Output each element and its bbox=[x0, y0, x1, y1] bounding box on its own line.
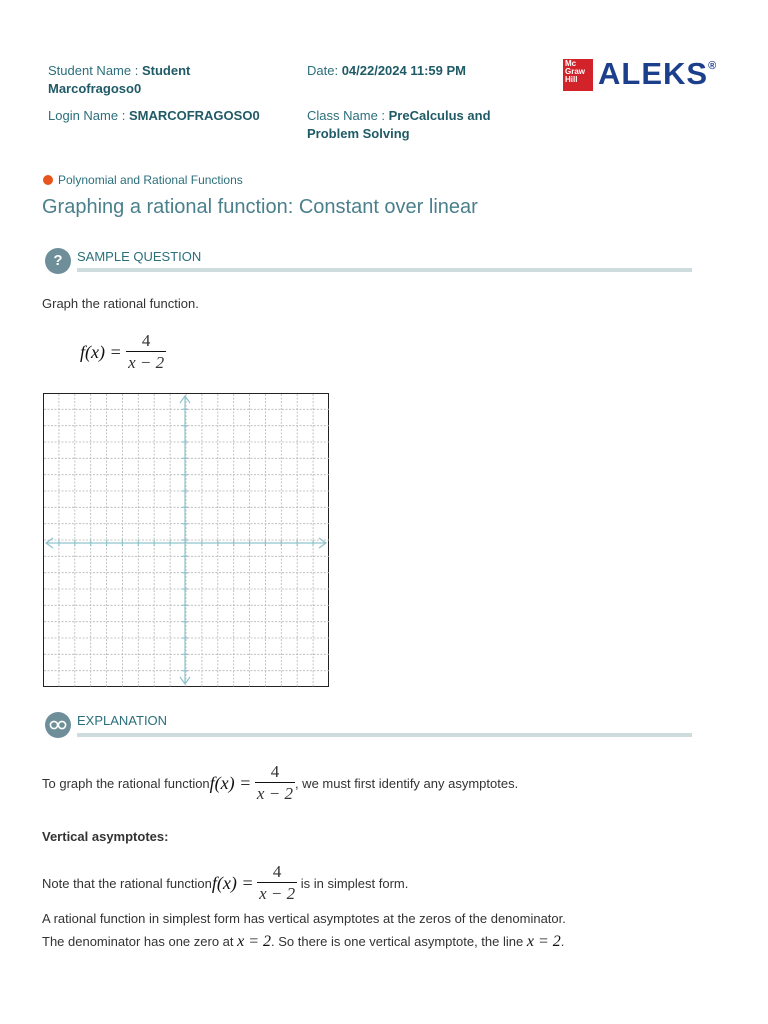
function-numerator: 4 bbox=[126, 331, 166, 352]
explanation-label: EXPLANATION bbox=[77, 713, 168, 728]
sample-prompt: Graph the rational function. bbox=[42, 296, 199, 311]
function-denominator: x − 2 bbox=[128, 353, 165, 372]
p4-end: . bbox=[560, 934, 565, 949]
p1-denominator: x − 2 bbox=[256, 784, 293, 803]
function-lhs: f(x) = bbox=[80, 342, 122, 362]
class-value-cont: Problem Solving bbox=[307, 126, 410, 141]
graph-grid[interactable] bbox=[43, 393, 330, 688]
p2-after: is in simplest form. bbox=[297, 876, 409, 891]
explanation-p4 bbox=[42, 933, 564, 951]
topic-dot-icon bbox=[43, 175, 53, 185]
date-label: Date: bbox=[307, 63, 342, 78]
registered-mark: ® bbox=[708, 60, 718, 72]
sample-question-label: SAMPLE QUESTION bbox=[77, 249, 202, 264]
p1-fraction bbox=[255, 762, 295, 805]
p2-denominator: x − 2 bbox=[259, 884, 296, 903]
explanation-rule bbox=[77, 733, 692, 737]
p1-after: , we must first identify any asymptotes. bbox=[294, 776, 519, 791]
logo-line-mc: Mc bbox=[565, 59, 577, 68]
sample-function bbox=[80, 331, 166, 374]
page-title: Graphing a rational function: Constant over linear bbox=[42, 196, 478, 218]
p1-numerator: 4 bbox=[255, 762, 295, 783]
student-name-label: Student Name : bbox=[48, 63, 142, 78]
class-name bbox=[307, 107, 537, 143]
login-name bbox=[48, 107, 298, 125]
class-label: Class Name : bbox=[307, 108, 389, 123]
student-name-value: Student bbox=[141, 63, 191, 78]
p2-numerator: 4 bbox=[257, 862, 297, 883]
p4-mid: . So there is one vertical asymptote, the line bbox=[271, 934, 527, 949]
function-fraction bbox=[126, 331, 166, 374]
p4-before: The denominator has one zero at bbox=[42, 934, 238, 949]
mcgraw-hill-logo bbox=[563, 59, 593, 91]
student-name bbox=[48, 62, 268, 98]
explanation-p1 bbox=[42, 762, 518, 805]
logo-line-graw: Graw bbox=[565, 67, 586, 76]
login-value: SMARCOFRAGOSO0 bbox=[128, 108, 260, 123]
topic-category: Polynomial and Rational Functions bbox=[58, 173, 243, 187]
p2-before: Note that the rational function bbox=[42, 876, 212, 891]
explanation-p3: A rational function in simplest form has vertical asymptotes at the zeros of the denominator. bbox=[42, 911, 566, 926]
p2-lhs: f(x) = bbox=[211, 873, 254, 893]
class-value: PreCalculus and bbox=[388, 108, 491, 123]
p1-before: To graph the rational function bbox=[42, 776, 210, 791]
sample-question-rule bbox=[77, 268, 692, 272]
logo-line-hill: Hill bbox=[565, 75, 578, 84]
explanation-p2 bbox=[42, 862, 408, 905]
p4-math1: x = 2 bbox=[237, 933, 272, 950]
p4-math2: x = 2 bbox=[526, 933, 561, 950]
p1-lhs: f(x) = bbox=[209, 773, 252, 793]
aleks-logo bbox=[598, 56, 717, 92]
student-name-value-cont: Marcofragoso0 bbox=[48, 81, 142, 96]
date-value: 04/22/2024 11:59 PM bbox=[341, 63, 467, 78]
aleks-wordmark: ALEKS bbox=[598, 56, 709, 91]
glasses-icon bbox=[45, 712, 71, 738]
date bbox=[307, 62, 537, 80]
p2-fraction bbox=[257, 862, 297, 905]
question-icon: ? bbox=[45, 248, 71, 274]
vertical-asymptotes-heading: Vertical asymptotes: bbox=[42, 829, 169, 844]
login-label: Login Name : bbox=[48, 108, 129, 123]
